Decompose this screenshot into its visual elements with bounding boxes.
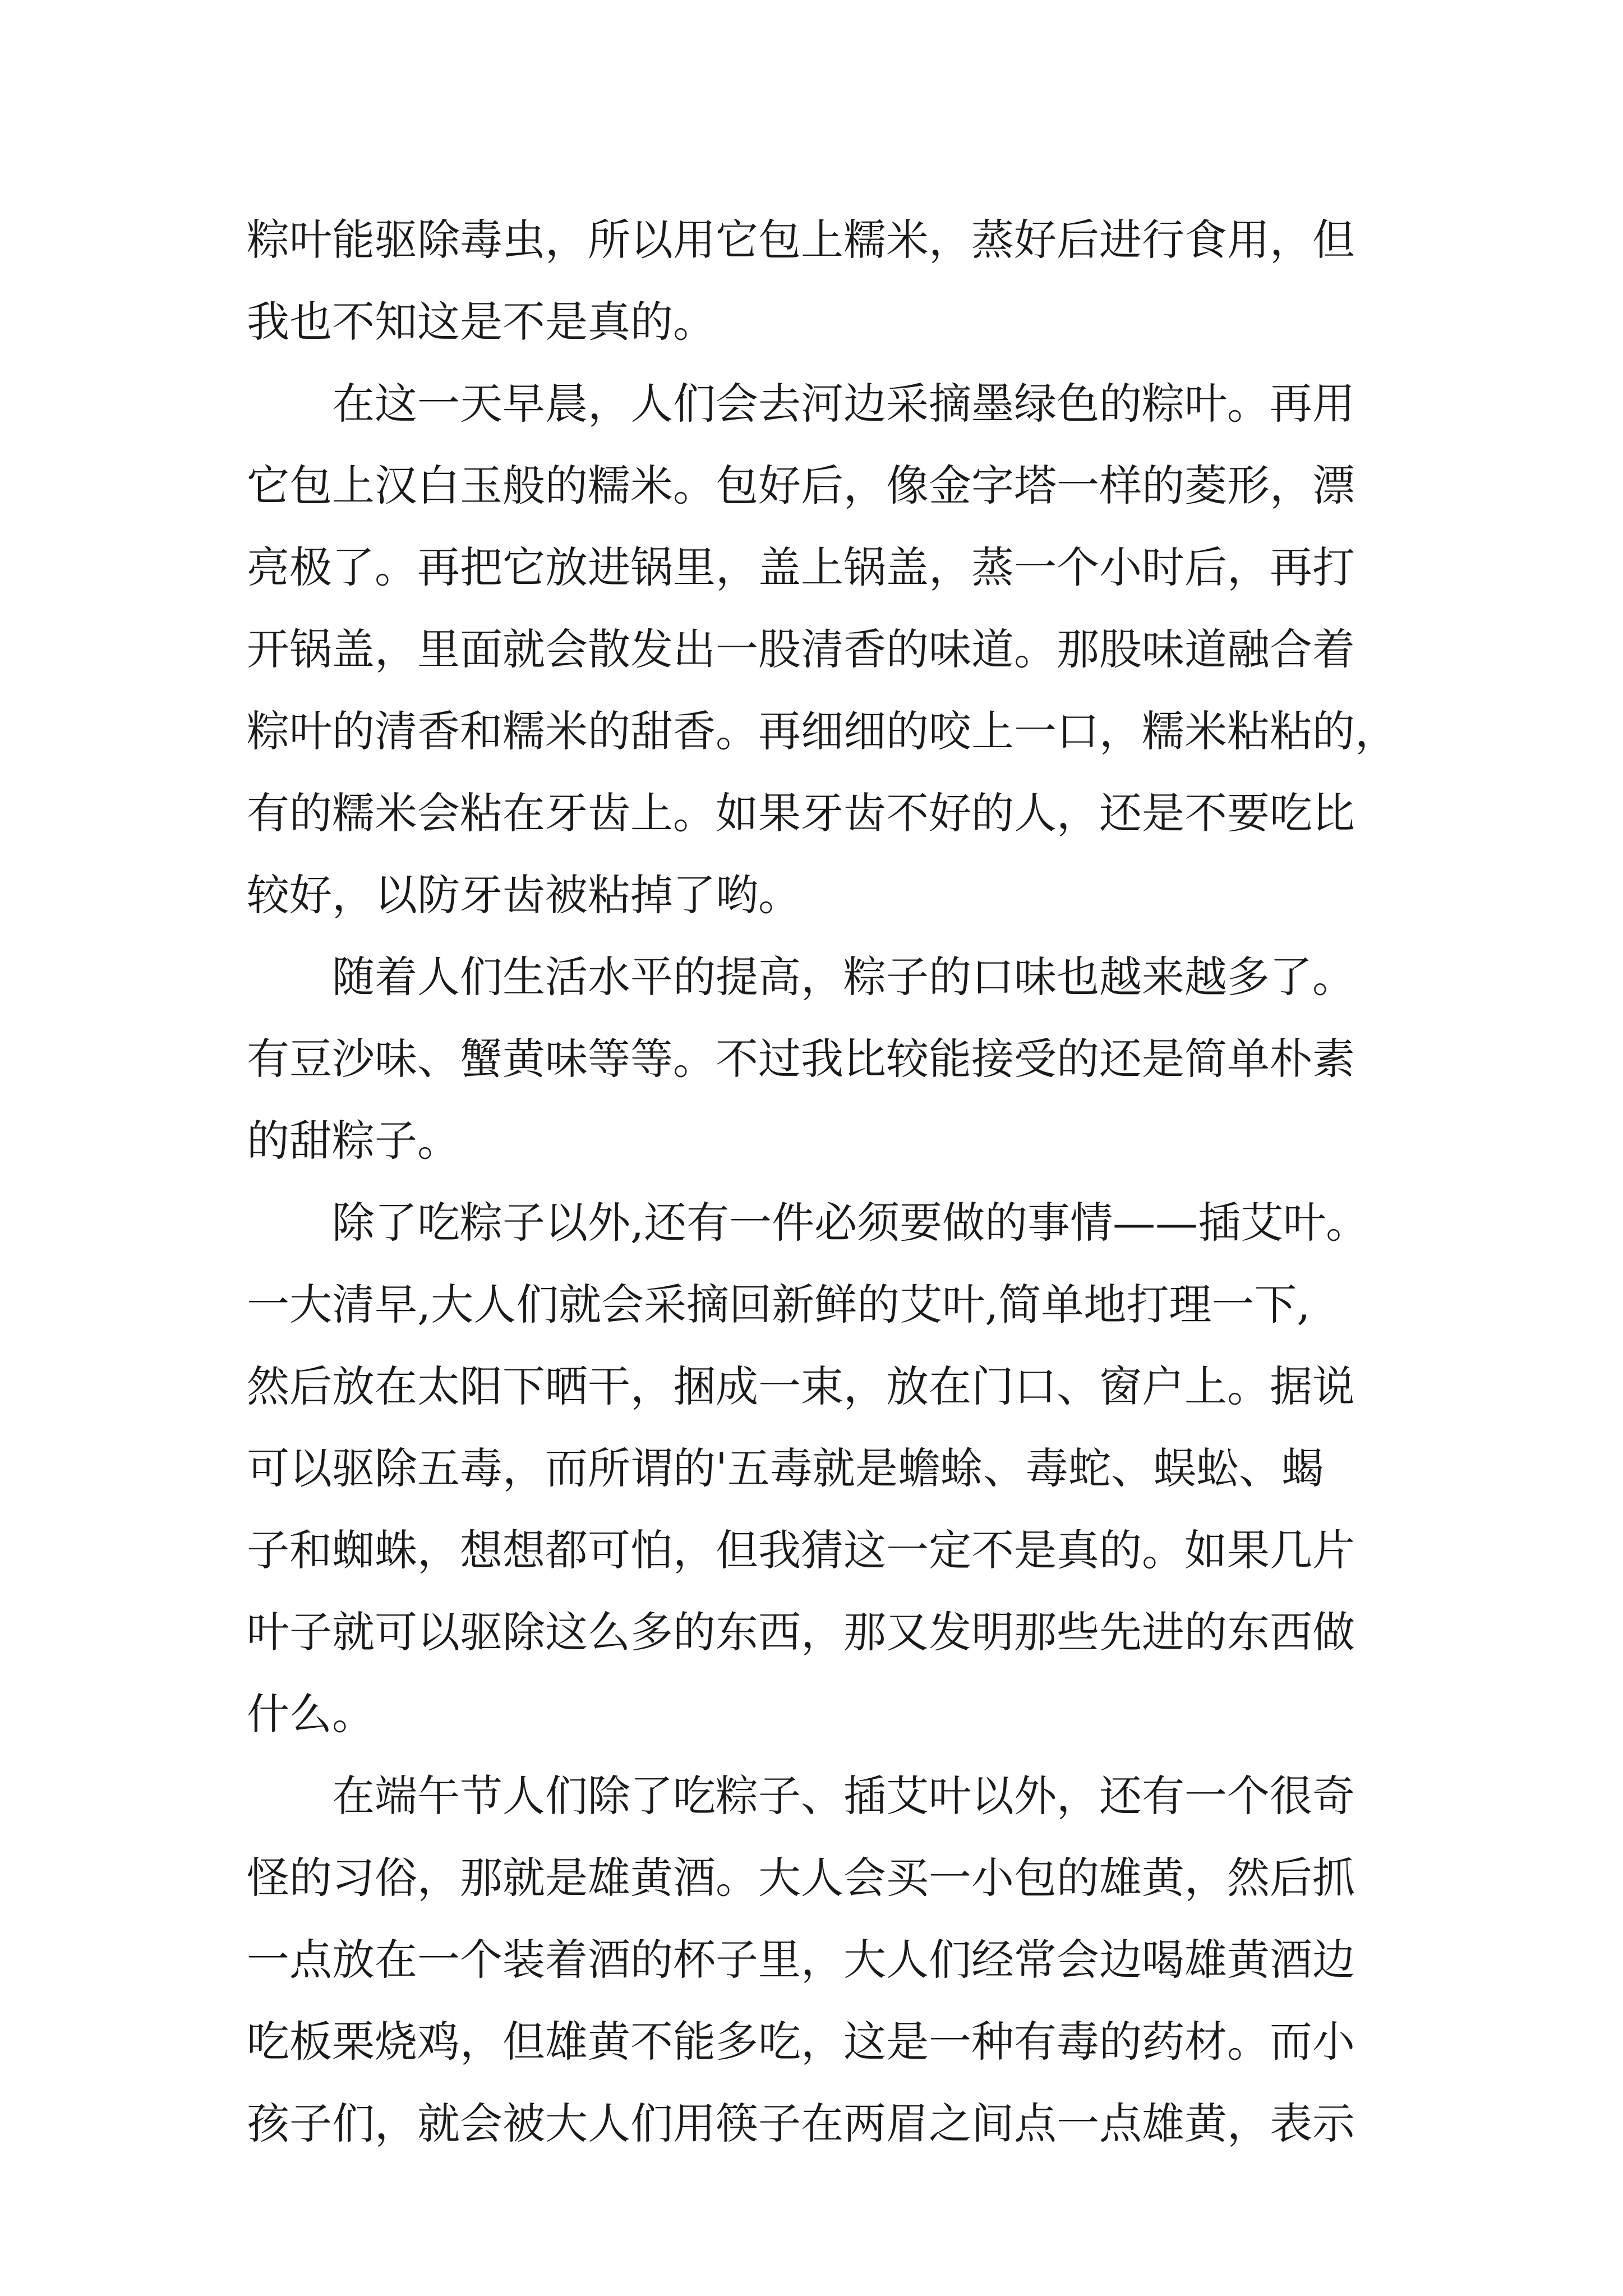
document-body [247,199,1396,2165]
text-line: 较好，以防牙齿被粘掉了哟。 [247,870,801,920]
text-line: 粽叶能驱除毒虫，所以用它包上糯米，蒸好后进行食用，但 [247,215,1355,265]
text-line: 的甜粽子。 [247,1116,460,1166]
paragraph-first-line: 在这一天早晨，人们会去河边采摘墨绿色的粽叶。再用 [332,379,1355,429]
text-line: 它包上汉白玉般的糯米。包好后，像金字塔一样的菱形，漂 [247,461,1355,510]
paragraph-first-line: 在端午节人们除了吃粽子、插艾叶以外，还有一个很奇 [332,1771,1355,1821]
text-line: 我也不知这是不是真的。 [247,297,716,347]
text-line: 一大清早,大人们就会采摘回新鲜的艾叶,简单地打理一下, [247,1280,1311,1329]
text-line: 有豆沙味、蟹黄味等等。不过我比较能接受的还是简单朴素 [247,1034,1355,1084]
text-line: 一点放在一个装着酒的杯子里，大人们经常会边喝雄黄酒边 [247,1935,1355,1985]
text-line: 吃板栗烧鸡，但雄黄不能多吃，这是一种有毒的药材。而小 [247,2017,1355,2067]
paragraph-first-line: 随着人们生活水平的提高，粽子的口味也越来越多了。 [332,952,1355,1002]
text-line: 叶子就可以驱除这么多的东西，那又发明那些先进的东西做 [247,1607,1355,1657]
text-line: 什么。 [247,1689,375,1739]
text-line: 子和蜘蛛，想想都可怕，但我猜这一定不是真的。如果几片 [247,1525,1355,1575]
text-line: 粽叶的清香和糯米的甜香。再细细的咬上一口，糯米粘粘的， [247,706,1398,756]
text-line: 有的糯米会粘在牙齿上。如果牙齿不好的人，还是不要吃比 [247,788,1355,838]
text-line: 怪的习俗，那就是雄黄酒。大人会买一小包的雄黄，然后抓 [247,1853,1355,1903]
text-line: 亮极了。再把它放进锅里，盖上锅盖，蒸一个小时后，再打 [247,542,1355,592]
text-line: 然后放在太阳下晒干，捆成一束，放在门口、窗户上。据说 [247,1361,1355,1411]
text-line: 开锅盖，里面就会散发出一股清香的味道。那股味道融合着 [247,624,1355,674]
paragraph-first-line: 除了吃粽子以外,还有一件必须要做的事情——插艾叶。 [332,1198,1369,1248]
text-line: 孩子们，就会被大人们用筷子在两眉之间点一点雄黄，表示 [247,2099,1355,2148]
text-line: 可以驱除五毒，而所谓的'五毒就是蟾蜍、毒蛇、蜈蚣、蝎 [247,1443,1324,1493]
